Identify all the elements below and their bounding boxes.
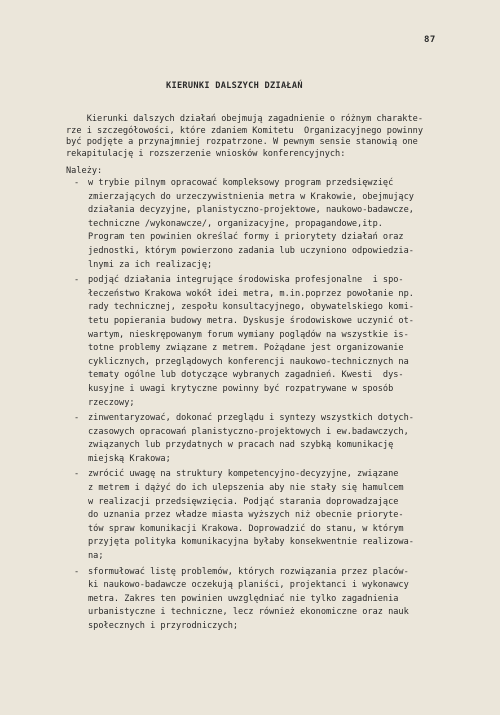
list-item [66, 468, 486, 563]
intro-line: rze i szczegółowości, które zdaniem Komitetu Organizacyjnego powinny [66, 125, 423, 136]
list-item-line: zinwentaryzować, dokonać przeglądu i syntezy wszystkich dotych- [88, 413, 414, 424]
list-item-line: tematy ogólne lub dotyczące wybranych zagadnień. Kwesti dys- [88, 370, 404, 381]
naleze-label: Należy: [66, 166, 103, 176]
list-item-line: jednostki, którym powierzono zadania lub uczyniono odpowiedzia- [88, 245, 414, 256]
list-item-line: cyklicznych, przeglądowych konferencji naukowo-technicznych na [88, 356, 409, 367]
list-item-line: do uznania przez władze miasta wyższych niż obecnie priorytе- [88, 510, 404, 521]
list-item-line: metra. Zakres ten powinien uwzględniać nie tylko zagadnienia [88, 593, 399, 604]
list-item-line: sformułować listę problemów, których rozwiązania przez placów- [88, 566, 409, 577]
list-item-line: urbanistyczne i techniczne, lecz również ekonomiczne oraz nauk [88, 607, 409, 618]
list-item-line: tetu popierania budowy metra. Dyskusje środowiskowe uczynić ot- [88, 315, 414, 326]
intro-line: rekapitulację i rozszerzenie wniosków konferencyjnych: [66, 149, 346, 160]
list-item-line: miejską Krakowa; [88, 453, 171, 464]
list-item [66, 566, 486, 634]
bullet-dash: - [74, 275, 80, 286]
list-item-line: totne problemy związane z metrem. Pożądane jest organizowanie [88, 343, 404, 354]
list-item-line: tów spraw komunikacji Krakowa. Doprowadzić do stanu, w którym [88, 523, 404, 534]
list-item-line: ki naukowo-badawcze oczekują planiści, projektanci i wykonawcy [88, 580, 409, 591]
list-item-line: zmierzających do urzeczywistnienia metra w Krakowie, obejmujący [88, 191, 414, 202]
list-item-line: z metrem i dążyć do ich ulepszenia aby nie stały się hamulcem [88, 483, 404, 494]
page-number: 87 [424, 35, 436, 45]
list-item-line: techniczne /wykonawcze/, organizacyjne, propagandowe,itp. [88, 218, 383, 229]
list-item-line: zwrócić uwagę na struktury kompetencyjno-decyzyjne, związane [88, 469, 399, 480]
bullet-dash: - [74, 566, 80, 577]
list-item [66, 177, 486, 272]
list-item-line: podjąć działania integrujące środowiska profesjonalne i spo- [88, 275, 404, 286]
bullet-dash: - [74, 178, 80, 188]
list-item-line: lnymi za ich realizację; [88, 259, 213, 270]
bullet-dash: - [74, 413, 80, 424]
list-item-line: wartym, nieskrępowanym forum wymiany poglądów na wszystkie is- [88, 329, 409, 340]
list-item-line: rady technicznej, zespołu konsultacyjnego, obywatelskiego komi- [88, 302, 414, 313]
list-item-line: działania decyzyjne, planistyczno-projektowe, naukowo-badawcze, [88, 205, 414, 216]
recommendations-list [66, 165, 486, 636]
list-item-line: kusyjne i uwagi krytyczne powinny być rozpatrywane w sposób [88, 383, 394, 394]
list-item-line: w trybie pilnym opracować kompleksowy program przedsięwzięć [88, 178, 394, 188]
list-item-line: czasowych opracowań planistyczno-projektowych i ew.badawczych, [88, 426, 409, 437]
section-heading: KIERUNKI DALSZYCH DZIAŁAŃ [166, 81, 303, 91]
list-item-line: w realizacji przedsięwzięcia. Podjąć starania doprowadzające [88, 496, 399, 507]
bullet-dash: - [74, 469, 80, 480]
intro-line: być podjęte a przynajmniej rozpatrzone. W pewnym sensie stanowią one [66, 137, 418, 148]
intro-paragraph [66, 113, 476, 160]
list-item-line: Program ten powinien określać formy i priorytety działań oraz [88, 232, 404, 243]
list-item-line: przyjęta polityka komunikacyjna byłaby konsekwentnie realizowa- [88, 537, 414, 548]
list-item-line: rzeczowy; [88, 397, 135, 408]
intro-line: Kierunki dalszych działań obejmują zagadnienie o różnym charakte- [66, 114, 423, 124]
list-item-line: społecznych i przyrodniczych; [88, 621, 239, 631]
list-item-line: łeczeństwo Krakowa wokół idei metra, m.in.poprzez powołanie np. [88, 288, 414, 299]
list-item [66, 412, 486, 466]
list-item-line: na; [88, 551, 104, 562]
list-item [66, 274, 486, 410]
list-item-line: związanych lub przydatnych w pracach nad szybką komunikację [88, 440, 394, 451]
